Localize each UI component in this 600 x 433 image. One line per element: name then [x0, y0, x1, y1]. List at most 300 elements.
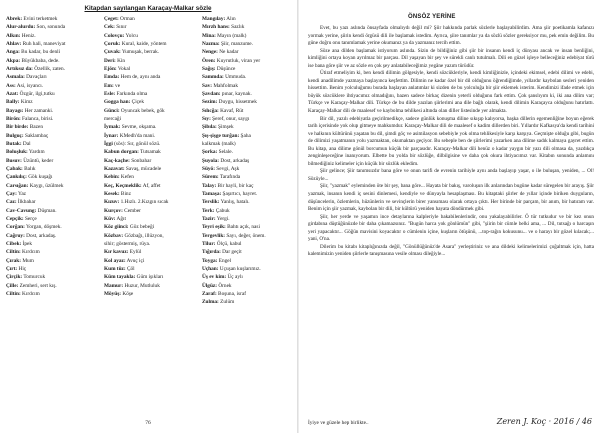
preface-paragraph: Söze ana dilden başlamak istiyorum aslında. Sizin de bildiğiniz gibi şiir bir insanın kendi iç dünyası ancak ve insan benliğini, kimliğini ortaya koyan ayrılmaz bir parçası. Dil yaşayan bir şey ve sürekli canlı tutulmalı. Dili en güzel işleye belleceğiniz edebiyat türü ise bana göre şiir ve az sözle en çok şey anlatabileceğimiz yegâne yazım türüdür.: [308, 47, 594, 69]
glossary-term: Ciltin:: [6, 290, 21, 297]
glossary-term: Tilur:: [202, 240, 216, 247]
glossary-entry: [6, 115, 102, 123]
glossary-entry: [202, 73, 294, 81]
glossary-definition: Ummuda.: [223, 74, 247, 81]
glossary-term: Bulguç:: [6, 132, 24, 139]
glossary-entry: [104, 182, 200, 190]
glossary-term: Sezim:: [202, 99, 218, 106]
glossary-definition: Mahfolmak: [212, 82, 239, 89]
preface-paragraph: Şiir, her yerde ve yaşamın ince detaylarına kalpleriyle bakabilenlerindir, onu yakalayabilirler. Ö tür tutkudur ve bir kez onun girdabına düştüğünüzde bir daha çıkamazsınız. "Bugün harca yok gönlümün" gibi, "şiirin bir cümle belki ama, ... Dil, tutsağı o harcaşın yeri yapacaktır... Göğün mavisini koyacaktır o cümlenin içine, kuşların ötüşünü, ...top-rağın kokusunu... ve o harayı bir gözel kılacak;... yani, O'na.: [308, 213, 594, 243]
glossary-term: Azat:: [6, 90, 19, 97]
glossary-entry: [6, 65, 102, 73]
glossary-term: Cağruy:: [6, 232, 25, 239]
closing-row: [308, 417, 594, 430]
glossary-term: Colovçu:: [104, 32, 125, 39]
glossary-term: Sılıcğa:: [202, 107, 219, 114]
glossary-term: Süyö:: [202, 165, 215, 172]
glossary-term: Ass:: [6, 82, 16, 89]
glossary-definition: Yumuşak, berrak.: [120, 49, 160, 56]
glossary-entry: [202, 148, 294, 156]
glossary-definition: Oyuncak bebek, gök: [119, 107, 165, 114]
glossary-term: İggi: [104, 140, 113, 147]
glossary-term: Çirçik:: [6, 274, 23, 281]
glossary-entry: [6, 107, 102, 115]
glossary-definition: ve: [113, 82, 121, 89]
glossary-entry: [202, 207, 294, 215]
glossary-entry: [6, 198, 102, 206]
glossary-term: Corğan:: [6, 224, 25, 231]
glossary-entry: [202, 132, 294, 140]
glossary-definition: Bazen: [28, 124, 43, 131]
glossary-entry: [202, 215, 294, 223]
glossary-entry: [6, 23, 102, 31]
glossary-definition: sihir; göstermiş, rüya.: [104, 240, 151, 247]
glossary-definition: Gök kuşağı: [26, 174, 53, 181]
glossary-definition: Yolcu: [124, 32, 138, 39]
glossary-definition: Şimşek: [216, 124, 234, 131]
glossary-definition: Şeref, onur, saygı: [210, 115, 250, 122]
glossary-definition: Bu kadar, bu denli: [19, 49, 61, 56]
glossary-definition: Ne kadar: [217, 49, 239, 56]
glossary-definition: KMedh'da mani.: [118, 132, 156, 139]
glossary-term: Kurçov:: [104, 207, 123, 214]
glossary-term: Tergevlik:: [202, 232, 226, 239]
glossary-term: Akpa:: [6, 57, 21, 64]
glossary-term: Kum tüz:: [104, 265, 126, 272]
glossary-term: Köz giinci:: [104, 224, 129, 231]
glossary-term: Artıksız da:: [6, 65, 33, 72]
glossary-definition: Şaşırtıcı, hayret.: [221, 190, 258, 197]
glossary-entry: [202, 23, 294, 31]
glossary-term: Mırzh hans:: [202, 24, 230, 31]
glossary-definition: Orman: [118, 16, 135, 22]
glossary-term: Kaç-kaçhe:: [104, 157, 130, 164]
glossary-entry: [202, 298, 294, 306]
glossary-definition: Kırdcım: [20, 290, 40, 297]
glossary-term: Sağış:: [202, 65, 216, 72]
glossary-term: Cek:: [104, 24, 115, 31]
glossary-definition: Tomurcuk: [22, 274, 46, 281]
glossary-definition: Sevgi, Aşk: [214, 165, 240, 172]
glossary-entry: [202, 157, 294, 165]
glossary-term: Şuyola:: [202, 157, 220, 164]
glossary-definition: Özellik, zaten.: [32, 65, 65, 72]
glossary-definition: Vokal: [116, 65, 131, 72]
glossary-entry: [6, 240, 102, 248]
glossary-entry: [104, 140, 200, 148]
glossary-entry: [202, 82, 294, 90]
glossary-entry: [104, 265, 200, 273]
preface-paragraph: Ütiraf etmeliyim ki, ben kendi dilimin gölgesiyle, kendi sözcükleriyle, kendi kimliğinizle, içindeki ekimsel, edebi dilimi ve edebi, kendi anadilimde yazmaya başlayınca keşfettim. Dilimin ne kadar özel bir dil olduğunu öğrendiğimde, yıllardır kaybolan sesleri yeniden hissettim. Benim yolculuğumu burada başlayan anlatımlar ki sizden de bu yolculuğa bir şiir eklemek isterim. Kendimizi ifade etmek için büyük sözcüklere ihtiyacımız olmadığını, bazen sadece birkaç dizenin yeterli olduğunu fark ettim. Çok şanslıyım ki, iki ana dilim var; Türkçe ve Karaçay-Malkar dili. Türkçe de bu dilde yazılan şiirlerimi ana dile bağlı olarak, kendi dilimin Karaçayca olduğunu hatırlattı. Karaçay-Malkar dili de maalesef ve kaybolma tehlikesi altında olan diller listesinde yer almakta.: [308, 70, 594, 115]
glossary-definition: Dost, arkadaş.: [24, 232, 57, 239]
glossary-entry: [104, 215, 200, 223]
glossary-entry: [202, 140, 294, 148]
glossary-term: Çankılıç:: [6, 174, 27, 181]
glossary-term: Teyri eşik:: [202, 224, 226, 231]
glossary-entry: [104, 107, 200, 115]
glossary-term: Zulma:: [202, 299, 219, 306]
glossary-term: Çille:: [6, 282, 19, 289]
glossary-entry: [104, 40, 200, 48]
glossary-term: Emda:: [104, 74, 120, 81]
glossary-definition: Özgür, ilgi,tutku: [18, 90, 55, 97]
glossary-entry: [6, 15, 102, 23]
glossary-entry: [202, 32, 294, 40]
glossary-term: Keç, Keçmeklik:: [104, 182, 142, 189]
glossary-column-2: [104, 15, 200, 298]
glossary-entry: [104, 240, 200, 248]
glossary-entry: [104, 207, 200, 215]
glossary-term: Butak:: [6, 140, 22, 147]
glossary-entry: [6, 123, 102, 131]
glossary-entry: [202, 248, 294, 256]
glossary-entry: [202, 65, 294, 73]
glossary-term: Kebin:: [104, 174, 120, 181]
glossary-definition: Dost, arkadaş: [219, 157, 250, 164]
glossary-definition: Sazlık: [229, 24, 245, 31]
glossary-term: Ahlav:: [6, 40, 22, 47]
glossary-term: Tazir:: [202, 215, 216, 222]
glossary-term: Alkın:: [6, 32, 21, 39]
glossary-title: Kitapdan sayılangan Karaçay-Malkar sözle: [84, 5, 212, 12]
glossary-term: Carsığan:: [6, 182, 29, 189]
signature: Zeren J. Koç · 2016 / 46: [496, 417, 592, 426]
glossary-entry: [104, 165, 200, 173]
glossary-entry: [202, 273, 294, 281]
glossary-definition: Zemheri, sert kış.: [18, 282, 57, 289]
glossary-entry: [104, 73, 200, 81]
glossary-definition: Ruh hali, maneviyat: [21, 40, 66, 47]
glossary-term: Anga:: [6, 49, 20, 56]
glossary-term: Boluşluk:: [6, 149, 28, 156]
glossary-definition: Kırdcım: [20, 249, 40, 256]
glossary-entry: [6, 140, 102, 148]
glossary-entry: [6, 207, 102, 215]
glossary-term: Toyga:: [202, 257, 218, 264]
glossary-term: Zaraf:: [202, 290, 217, 297]
glossary-entry: [104, 173, 200, 181]
glossary-definition: Ağıt: [115, 215, 126, 222]
glossary-entry: [202, 223, 294, 231]
glossary-definition: Yanlış, hatalı.: [219, 199, 250, 206]
glossary-definition: Çöl: [125, 265, 135, 272]
glossary-term: Çırt:: [6, 265, 18, 272]
glossary-definition: Balık: [22, 165, 36, 172]
glossary-entry: [202, 48, 294, 56]
glossary-entry: [104, 48, 200, 56]
glossary-term: Uçhan:: [202, 265, 219, 272]
glossary-definition: Heniz.: [20, 32, 36, 39]
right-page: [300, 0, 600, 433]
glossary-definition: İpek: [21, 240, 33, 247]
glossary-definition: Düşünce: [215, 65, 236, 72]
glossary-definition: Mum: [21, 257, 34, 264]
glossary-definition: Güm işıkları: [135, 274, 164, 281]
glossary-definition: Af, affet: [141, 182, 161, 189]
glossary-definition: Boşuna, israf: [216, 290, 246, 297]
glossary-entry: [104, 157, 200, 165]
glossary-definition: Her zamanki.: [23, 107, 54, 114]
glossary-term: Ciltin:: [6, 249, 21, 256]
glossary-term: Deri:: [104, 57, 116, 64]
glossary-term: Çeget:: [104, 16, 119, 22]
glossary-definition: Selale.: [217, 149, 233, 156]
glossary-definition: Avuç içi: [125, 257, 145, 264]
glossary-term: Üş ev kim:: [202, 274, 227, 281]
glossary-term: Kesek:: [104, 190, 120, 197]
glossary-column-3: [202, 15, 294, 306]
glossary-definition: Zulüm: [218, 299, 235, 306]
glossary-entry: [104, 57, 200, 65]
glossary-definition: Tarafında: [218, 174, 241, 181]
glossary-term: Ülgüz:: [202, 282, 218, 289]
glossary-term: Şavdan:: [202, 90, 221, 97]
glossary-term: Mina:: [202, 32, 216, 39]
glossary-term: Busuv:: [6, 157, 22, 164]
glossary-entry: [202, 265, 294, 273]
glossary-definition: Farkında olma: [115, 90, 148, 97]
glossary-entry: [6, 73, 102, 81]
glossary-entry: [6, 182, 102, 190]
glossary-entry: [104, 15, 200, 23]
glossary-term: Kazavat:: [104, 165, 125, 172]
glossary-entry: [202, 190, 294, 198]
glossary-entry: [6, 57, 102, 65]
glossary-term: Şibıla:: [202, 124, 217, 131]
glossary-definition: (sös): Sır, gönül sözü.: [112, 140, 161, 147]
glossary-entry: [104, 132, 200, 140]
preface-paragraph: Evet, bu yazı aslında önsayfada olmalıydı değil mi? Şiir hakkında parlak sözlerle başlayabilirdim. Ama şiir poetikamla kafanızı yormak yerine, şiirin kendi örgüsü dili ile başlamak istedim. Ayrıca, şiire tanımlar ya da sözlü sözler gereksiyor mu, pek emin değilim. Bu güne doğru onu tanımlamak yerine okumanız ya da yazmanız tercih ettim.: [308, 25, 594, 47]
glossary-definition: Asi, isyancı.: [15, 82, 44, 89]
glossary-definition: Sonbahar: [129, 157, 152, 164]
glossary-definition: Yaz: [16, 190, 27, 197]
glossary-term: Şorka:: [202, 149, 218, 156]
glossary-definition: İlkbahar: [16, 199, 36, 206]
glossary-entry: [202, 240, 294, 248]
glossary-term: Sıy:: [202, 115, 211, 122]
glossary-definition: Eylül: [128, 249, 142, 256]
glossary-definition: Kaygı, üzülmek: [28, 182, 64, 189]
glossary-definition: Örnek: [217, 282, 232, 289]
glossary-entry: [104, 115, 200, 123]
glossary-entry: [6, 265, 102, 273]
glossary-definition: Dal: [21, 140, 31, 147]
glossary-term: Nazma:: [202, 40, 220, 47]
glossary-entry: [104, 190, 200, 198]
glossary-definition: Yergi.: [215, 215, 230, 222]
glossary-term: Nenge:: [202, 49, 218, 56]
glossary-definition: Engel: [217, 257, 232, 264]
glossary-term: Ören:: [202, 57, 216, 64]
glossary-entry: [202, 40, 294, 48]
glossary-definition: Üç aylı: [226, 274, 243, 281]
glossary-entry: [202, 257, 294, 265]
glossary-definition: Evini terketmek: [22, 16, 58, 22]
glossary-entry: [6, 223, 102, 231]
glossary-term: Çuvak:: [104, 49, 121, 56]
glossary-term: Terk:: [202, 207, 215, 214]
glossary-entry: [6, 165, 102, 173]
glossary-entry: [104, 98, 200, 106]
glossary-definition: Uçuşan kuşlarımız.: [218, 265, 261, 272]
glossary-definition: Yardım: [27, 149, 45, 156]
glossary-entry: [104, 123, 200, 131]
glossary-entry: [6, 82, 102, 90]
glossary-entry: [202, 57, 294, 65]
glossary-term: Alur-alurdu:: [6, 24, 36, 31]
glossary-definition: Şaha: [239, 132, 251, 139]
glossary-term: Mamur:: [104, 282, 124, 289]
glossary-definition: mercaği: [104, 115, 122, 122]
glossary-term: Bayagı:: [6, 107, 24, 114]
glossary-entry: [104, 90, 200, 98]
glossary-entry: [202, 182, 294, 190]
glossary-entry: [104, 198, 200, 206]
glossary-definition: Alın: [225, 16, 236, 22]
glossary-entry: [6, 215, 102, 223]
glossary-term: İynar:: [104, 132, 119, 139]
glossary-definition: Göz bebeği: [128, 224, 155, 231]
glossary-term: Cepçik:: [6, 215, 24, 222]
glossary-definition: Huzur, Mutluluk: [123, 282, 160, 289]
glossary-entry: [202, 198, 294, 206]
preface-paragraph: Dilerim bu kitabı kitaplığınızda değil, "Gönüllüğünüz'de Asara" yerleştiriniz ve ana dildeki kelimelerimizi çoğaltmak için, hatta kalemimizin yeniden şiirlerle tanışmasına vesile olması dileğiyle...: [308, 243, 594, 258]
glossary-entry: [6, 173, 102, 181]
glossary-term: Ejön:: [104, 65, 117, 72]
glossary-definition: pınar, kaynak.: [220, 90, 252, 97]
glossary-definition: Hiç: [17, 265, 27, 272]
glossary-term: Sammda:: [202, 74, 224, 81]
preface-paragraph: Bir dil, yazılı edebiyatla geçirilmedikçe, sadece günlük konuşma diline sıkışıp kalıyorsa, başka dillerin egemenliğine boyun eğerek tarih içerisinde yok olup gitmeye mahkumdur. Karaçay-Malkar dili de maalesef o kadim dillerden biri. Yıllardır Kafkasya'da kendi tarihini ve halkının kültürünü yaşatan bu dil, şimdi göç ve asimilasyon sebebiyle yok olma tehlikesiyle karşı karşıya. Geçmişte olduğu gibi, bugün de dilimizi yaşatmanın yolu yazmaktan, okumaktan geçiyor. Bu sebeple ben de şiirlerimi yazarken ana dilime sadık kalmaya gayret ettim. Bu kitap, ana dilime gönül borcumun küçük bir parçasıdır. Karaçay-Malkar dili henüz o kadar yaygın bir yazı dili olmasa da, yazdıkça zenginleşeceğine inanıyorum. Elbette bu yolda bir sözlüğe, dilbilgisine ve daha çok okura ihtiyacımız var. Kitabın sonunda anlamını bilmediğiniz kelimeler için küçük bir sözlük ekledim.: [308, 115, 594, 167]
glossary-definition: Düşman.: [36, 207, 57, 214]
glossary-term: Kol ayaz:: [104, 257, 126, 264]
glossary-term: Günci:: [104, 107, 120, 114]
glossary-term: Sav:: [202, 82, 213, 89]
glossary-definition: Hem de, aynı anda: [119, 74, 161, 81]
glossary-term: Gogga han:: [104, 99, 131, 106]
glossary-entry: [202, 232, 294, 240]
glossary-entry: [104, 282, 200, 290]
glossary-term: İymak:: [104, 124, 121, 131]
glossary-entry: [104, 65, 200, 73]
glossary-entry: [202, 107, 294, 115]
glossary-definition: Büyükbaba, dede.: [20, 57, 60, 64]
glossary-entry: [6, 190, 102, 198]
glossary-term: Caz:: [6, 199, 17, 206]
glossary-entry: [202, 123, 294, 131]
glossary-definition: Ölçü, kabul: [215, 240, 242, 247]
glossary-entry: [6, 40, 102, 48]
glossary-term: Talay:: [202, 182, 217, 189]
glossary-definition: Üzüntü, keder: [21, 157, 54, 164]
glossary-entry: [6, 132, 102, 140]
glossary-entry: [6, 90, 102, 98]
glossary-entry: [202, 98, 294, 106]
glossary-term: Kızuv:: [104, 199, 120, 206]
glossary-definition: Bir hayli, bir kaç: [216, 182, 254, 189]
glossary-definition: Davaçları: [24, 74, 47, 81]
glossary-entry: [6, 32, 102, 40]
glossary-entry: [6, 148, 102, 156]
glossary-definition: Çiçek: [130, 99, 145, 106]
glossary-entry: [202, 165, 294, 173]
glossary-term: Çoruk:: [104, 40, 121, 47]
glossary-entry: [6, 248, 102, 256]
glossary-term: Tığırda:: [202, 249, 221, 256]
glossary-entry: [202, 90, 294, 98]
glossary-definition: Tutsamak: [138, 149, 161, 156]
glossary-definition: Kin: [115, 57, 126, 64]
glossary-entry: [6, 290, 102, 298]
glossary-term: Közbav:: [104, 232, 124, 239]
glossary-entry: [202, 282, 294, 290]
glossary-term: Abrek:: [6, 16, 23, 22]
left-page: [0, 0, 296, 433]
glossary-definition: Mayın (malk): [215, 32, 247, 39]
glossary-entry: [6, 48, 102, 56]
preface-paragraph: Şiir, "yazmak" eyleminden öte bir şey, bana göre... Hayata bir bakış, varoluşun ilk anlarından bugüne kadar süregelen bir arayış. Şiir yazmak, insanın kendi iç sesini dinlemesi, kendiyle ve dünyayla hesaplaşması. Bu kitaptaki şiirler de yıllar içinde biriken duyguların, düşüncelerin, özlemlerin, hüzünlerin ve sevinçlerin birer yansıması olarak ortaya çıktı. Her birinde bir parçam, bir anım, bir hatıram var. Benim için şiir yazmak, kaybolan bir dili, bir kültürü yeniden hayata döndürmek gibi.: [308, 183, 594, 213]
glossary-entry: [6, 98, 102, 106]
glossary-term: Çay:: [6, 190, 17, 197]
glossary-term: Küv:: [104, 215, 116, 222]
glossary-entry: [104, 290, 200, 298]
glossary-term: Kabun dorgan:: [104, 149, 139, 156]
glossary-term: Terslik:: [202, 199, 220, 206]
glossary-definition: Sınır: [114, 24, 127, 31]
glossary-definition: kalkmak (malk): [202, 140, 236, 147]
glossary-entry: [104, 32, 200, 40]
glossary-entry: [202, 15, 294, 23]
glossary-definition: Son, sonunda: [35, 24, 66, 31]
page-number: 76: [145, 420, 151, 426]
glossary-term: Çırak:: [6, 257, 22, 264]
glossary-entry: [6, 282, 102, 290]
glossary-term: Tamaşa:: [202, 190, 222, 197]
preface-title: ÖNSÖZ YERİNE: [408, 14, 456, 20]
glossary-entry: [104, 223, 200, 231]
glossary-definition: Kefen: [119, 174, 134, 181]
glossary-term: Mangılay:: [202, 16, 226, 22]
preface-body: [308, 25, 594, 259]
glossary-entry: [6, 157, 102, 165]
glossary-definition: Köşe: [121, 290, 134, 297]
glossary-term: Cibek:: [6, 240, 22, 247]
glossary-term: Birön:: [6, 115, 21, 122]
glossary-entry: [202, 290, 294, 298]
book-spine: [297, 0, 299, 433]
glossary-definition: Sevme, okşama.: [120, 124, 157, 131]
glossary-term: Em:: [104, 82, 114, 89]
glossary-column-1: [6, 15, 102, 298]
glossary-entry: [104, 82, 200, 90]
glossary-entry: [202, 115, 294, 123]
glossary-entry: [6, 273, 102, 281]
glossary-definition: Savaş, mücadele: [124, 165, 162, 172]
glossary-definition: Yorgan, döşmek.: [24, 224, 62, 231]
glossary-definition: Gözbağı, illüzyon,: [123, 232, 164, 239]
glossary-definition: Kimz: [19, 99, 33, 106]
glossary-entry: [104, 232, 200, 240]
glossary-definition: 1.Hızlı. 2.Kızgın sıcak: [119, 199, 169, 206]
glossary-definition: Saklambaç: [23, 132, 49, 139]
glossary-term: Asmala:: [6, 74, 25, 81]
glossary-entry: [202, 173, 294, 181]
glossary-definition: Duygu, hissetmek: [217, 99, 257, 106]
glossary-definition: Cember: [122, 207, 141, 214]
glossary-term: Kır kavuz:: [104, 249, 129, 256]
preface-paragraph: Şiir gelince; Şiir tanımsızdır bana göre ve onun tarifi de evrenin tarihiyle aynı anda başlayıp yaşar, o ile buluşan, yeniden, ... Ol! Sözüyle...: [308, 168, 594, 182]
glossary-entry: [104, 248, 200, 256]
